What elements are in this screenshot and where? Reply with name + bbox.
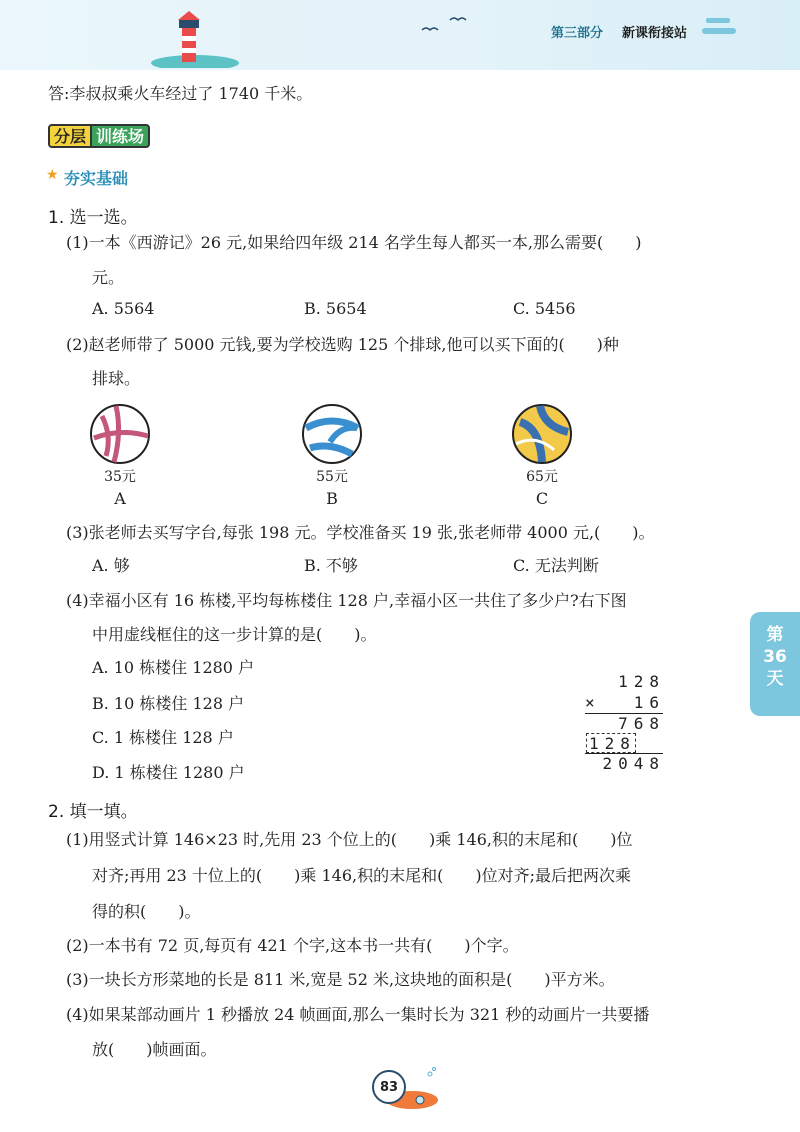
q2-p4-line1: (4)如果某部动画片 1 秒播放 24 帧画面,那么一集时长为 321 秒的动画片一共要播: [66, 1005, 650, 1024]
q1-p1-line1: (1)一本《西游记》26 元,如果给四年级 214 名学生每人都买一本,那么需要( ): [66, 233, 642, 252]
ball-c-letter: C: [535, 489, 549, 508]
q2-p2: (2)一本书有 72 页,每页有 421 个字,这本书一共有( )个字。: [66, 936, 519, 955]
q1-p1-option-b: B. 5654: [304, 299, 367, 318]
calc-operator: ×: [585, 693, 601, 712]
day-tab-line1: 第: [766, 625, 784, 645]
q1-p4-option-a: A. 10 栋楼住 1280 户: [92, 658, 255, 677]
q2-p1-line1: (1)用竖式计算 146×23 时,先用 23 个位上的( )乘 146,积的末尾和( )位: [66, 830, 633, 849]
ball-b-price: 55元: [316, 469, 348, 485]
q1-p2-line2: 排球。: [92, 369, 141, 388]
q1-p3-option-a: A. 够: [92, 556, 130, 575]
q1-title: 1. 选一选。: [48, 208, 138, 228]
section-badge-left: 分层: [48, 124, 92, 148]
ball-c-price: 65元: [526, 469, 558, 485]
q2-p1-line3: 得的积( )。: [92, 902, 201, 921]
section-badge-right: 训练场: [92, 124, 150, 148]
header-part: 第三部分: [551, 26, 604, 41]
q1-p4-option-b: B. 10 栋楼住 128 户: [92, 694, 245, 713]
q1-p2-line1: (2)赵老师带了 5000 元钱,要为学校选购 125 个排球,他可以买下面的( )种: [66, 335, 619, 354]
calc-partial-1: 768: [618, 714, 665, 733]
volleyball-a-icon: [88, 402, 152, 466]
q1-p3-option-b: B. 不够: [304, 556, 358, 575]
q1-p4-option-c: C. 1 栋楼住 128 户: [92, 728, 234, 747]
q2-title: 2. 填一填。: [48, 802, 138, 822]
day-tab-number: 36: [763, 647, 787, 667]
volleyball-b-icon: [300, 402, 364, 466]
q2-p3: (3)一块长方形菜地的长是 811 米,宽是 52 米,这块地的面积是( )平方米。: [66, 970, 615, 989]
calc-product: 2048: [602, 754, 665, 773]
q1-p1-line2: 元。: [92, 268, 125, 287]
header-title: 新课衔接站: [622, 26, 688, 41]
day-side-tab: [750, 612, 800, 716]
q1-p4-line1: (4)幸福小区有 16 栋楼,平均每栋楼住 128 户,幸福小区一共住了多少户?右下图: [66, 591, 627, 610]
header-decoration-icon: [700, 14, 740, 42]
answer-line: 答:李叔叔乘火车经过了 1740 千米。: [48, 84, 313, 103]
ball-a-price: 35元: [104, 469, 136, 485]
lighthouse-icon: [150, 8, 240, 68]
calc-multiplicand: 128: [618, 672, 665, 691]
star-icon: ★: [46, 167, 59, 183]
ball-a-letter: A: [114, 489, 126, 508]
day-tab-line3: 天: [766, 669, 784, 689]
q2-p1-line2: 对齐;再用 23 十位上的( )乘 146,积的末尾和( )位对齐;最后把两次乘: [92, 866, 631, 885]
calc-multiplier: 16: [633, 693, 665, 712]
page-number: 83: [372, 1070, 406, 1104]
birds-icon: [420, 14, 470, 36]
volleyball-c-icon: [510, 402, 574, 466]
calc-partial-2: 128: [589, 734, 636, 753]
section-badge: [48, 124, 150, 148]
q1-p3-option-c: C. 无法判断: [513, 556, 599, 575]
q1-p3-line1: (3)张老师去买写字台,每张 198 元。学校准备买 19 张,张老师带 4000 元,( )。: [66, 523, 655, 542]
q1-p1-option-c: C. 5456: [513, 299, 576, 318]
q1-p1-option-a: A. 5564: [92, 299, 155, 318]
ball-b-letter: B: [326, 489, 338, 508]
q1-p4-option-d: D. 1 栋楼住 1280 户: [92, 763, 245, 782]
subsection-title: 夯实基础: [64, 169, 129, 188]
q2-p4-line2: 放( )帧画面。: [92, 1040, 217, 1059]
vertical-calculation: [585, 672, 665, 772]
q1-p4-line2: 中用虚线框住的这一步计算的是( )。: [92, 625, 377, 644]
